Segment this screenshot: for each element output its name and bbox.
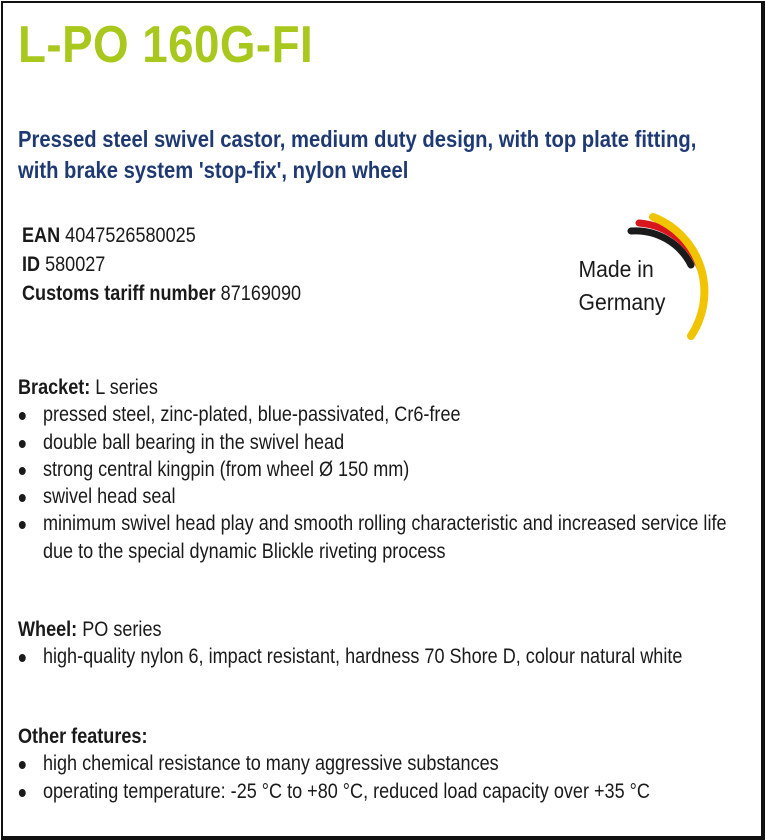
id-value: 580027 [45, 253, 106, 276]
other-features-label: Other features: [18, 725, 148, 748]
list-item: high-quality nylon 6, impact resistant, hardness 70 Shore D, colour natural white [18, 643, 758, 670]
bracket-section [18, 374, 758, 565]
product-description: Pressed steel swivel castor, medium duty design, with top plate fitting, with brake system 'stop-fix', nylon wheel [18, 126, 697, 183]
customs-tariff-value: 87169090 [220, 282, 302, 305]
ean-label: EAN [22, 224, 61, 247]
ean-value: 4047526580025 [65, 224, 196, 247]
id-label: ID [22, 253, 41, 276]
list-item: double ball bearing in the swivel head [18, 429, 758, 456]
list-item: operating temperature: -25 °C to +80 °C, reduced load capacity over +35 °C [18, 778, 758, 805]
identifier-list [22, 221, 301, 308]
list-item: swivel head seal [18, 483, 758, 510]
badge-line-2: Germany [578, 289, 666, 316]
wheel-heading [18, 616, 758, 643]
list-item: minimum swivel head play and smooth rolling characteristic and increased service life due to the special dynamic Blickle riveting process [18, 510, 758, 565]
id-row [22, 250, 301, 279]
list-item: strong central kingpin (from wheel Ø 150 mm) [18, 456, 758, 483]
list-item: high chemical resistance to many aggressive substances [18, 750, 758, 777]
ean-row [22, 221, 301, 250]
bracket-value: L series [95, 376, 158, 399]
other-features-list [18, 750, 758, 805]
bracket-heading [18, 374, 758, 401]
bracket-feature-list [18, 401, 758, 565]
badge-line-1: Made in [578, 256, 654, 283]
wheel-label: Wheel: [18, 618, 78, 641]
product-code-title: L-PO 160G-FI [18, 16, 314, 74]
made-in-germany-badge [573, 211, 733, 346]
wheel-section [18, 616, 758, 671]
wheel-value: PO series [82, 618, 162, 641]
other-features-heading [18, 723, 758, 750]
customs-tariff-label: Customs tariff number [22, 282, 216, 305]
list-item: pressed steel, zinc-plated, blue-passivated, Cr6-free [18, 401, 758, 428]
customs-tariff-row [22, 279, 301, 308]
wheel-feature-list [18, 643, 758, 670]
datasheet-panel [1, 1, 765, 840]
other-features-section [18, 723, 758, 805]
bracket-label: Bracket: [18, 376, 91, 399]
